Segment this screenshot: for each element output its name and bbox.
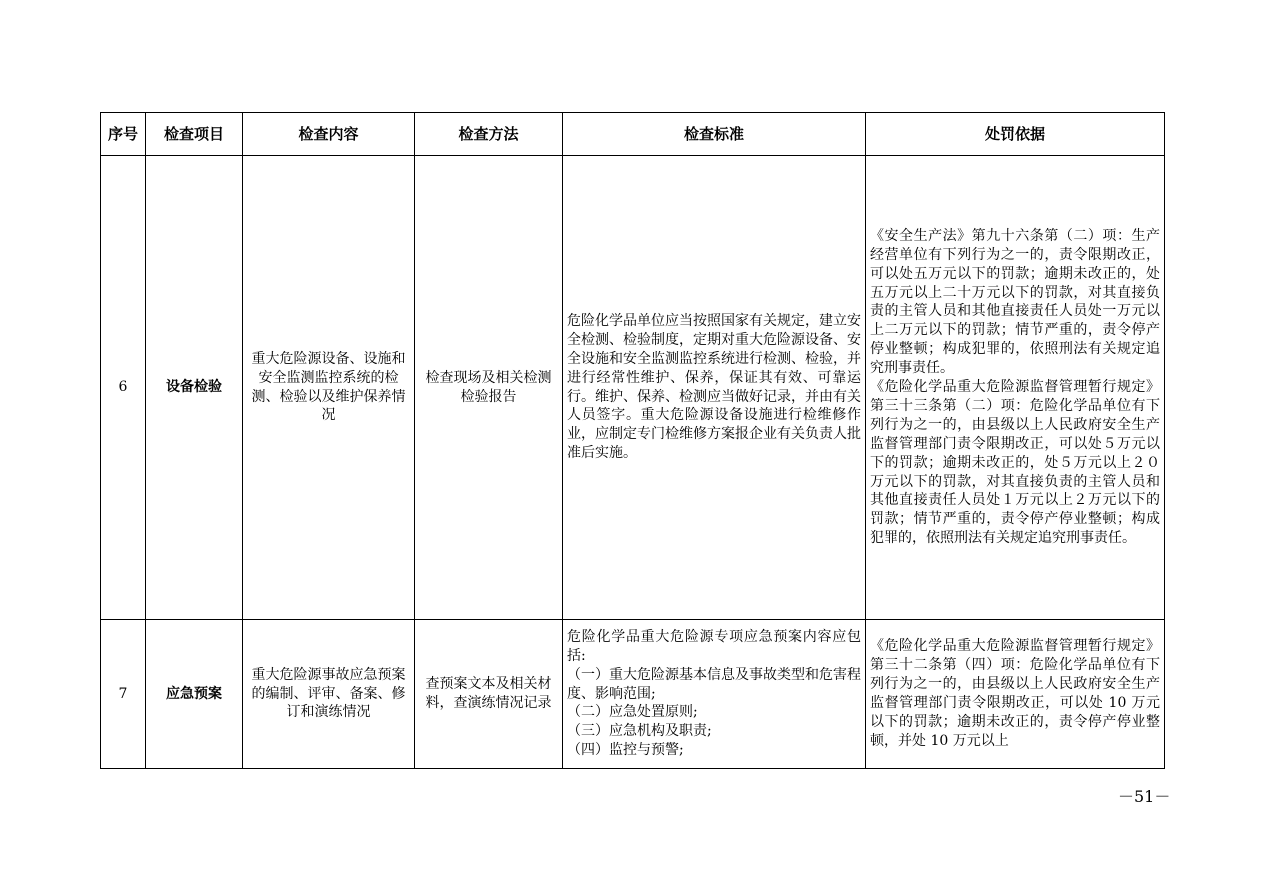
table-row bbox=[101, 620, 1165, 769]
standard-line: 危险化学品重大危险源专项应急预案内容应包括: bbox=[567, 628, 861, 664]
check-method: 查预案文本及相关材料，查演练情况记录 bbox=[415, 620, 563, 769]
penalty-basis bbox=[866, 620, 1165, 769]
penalty-basis-paragraph: 《危险化学品重大危险源监督管理暂行规定》第三十三条第（二）项：危险化学品单位有下列行为之一的，由县级以上人民政府安全生产监督管理部门责令限期改正，可以处５万元以下的罚款；逾期未改正的，处５万元以上２０万元以下的罚款，对其直接负责的主管人员和其他直接责任人员处１万元以上２万元以下的罚款；情节严重的，责令停产停业整顿；构成犯罪的，依照刑法有关规定追究刑事责任。 bbox=[870, 379, 1160, 547]
check-content: 重大危险源设备、设施和安全监测监控系统的检测、检验以及维护保养情况 bbox=[243, 156, 415, 620]
header-basis: 处罚依据 bbox=[866, 113, 1165, 156]
table-row bbox=[101, 156, 1165, 620]
check-item: 应急预案 bbox=[146, 620, 243, 769]
inspection-table bbox=[100, 112, 1165, 769]
header-item: 检查项目 bbox=[146, 113, 243, 156]
check-standard: 危险化学品单位应当按照国家有关规定，建立安全检测、检验制度，定期对重大危险源设备、安全设施和安全监测监控系统进行检测、检验，并进行经常性维护、保养，保证其有效、可靠运行。维护、保养、检测应当做好记录，并由有关人员签字。重大危险源设备设施进行检维修作业，应制定专门检维修方案报企业有关负责人批准后实施。 bbox=[563, 156, 866, 620]
check-method: 检查现场及相关检测检验报告 bbox=[415, 156, 563, 620]
penalty-basis-paragraph: 《危险化学品重大危险源监督管理暂行规定》第三十二条第（四）项：危险化学品单位有下列行为之一的，由县级以上人民政府安全生产监督管理部门责令限期改正，可以处 10 万元以下的罚款；逾期未改正的，责令停产停业整顿，并处 10 万元以上 bbox=[870, 638, 1160, 749]
standard-line: （四）监控与预警; bbox=[567, 742, 684, 759]
check-standard bbox=[563, 620, 866, 769]
standard-line: （一）重大危险源基本信息及事故类型和危害程度、影响范围; bbox=[567, 666, 861, 702]
header-content: 检查内容 bbox=[243, 113, 415, 156]
row-number: 7 bbox=[101, 620, 146, 769]
header-method: 检查方法 bbox=[415, 113, 563, 156]
standard-line: （二）应急处置原则; bbox=[567, 704, 698, 721]
page-number: －51－ bbox=[1118, 787, 1171, 806]
table-header-row bbox=[101, 113, 1165, 156]
check-item: 设备检验 bbox=[146, 156, 243, 620]
row-number: 6 bbox=[101, 156, 146, 620]
check-content: 重大危险源事故应急预案的编制、评审、备案、修订和演练情况 bbox=[243, 620, 415, 769]
header-standard: 检查标准 bbox=[563, 113, 866, 156]
header-no: 序号 bbox=[101, 113, 146, 156]
standard-line: （三）应急机构及职责; bbox=[567, 723, 712, 740]
penalty-basis bbox=[866, 156, 1165, 620]
penalty-basis-paragraph: 《安全生产法》第九十六条第（二）项：生产经营单位有下列行为之一的，责令限期改正，可以处五万元以下的罚款；逾期未改正的，处五万元以上二十万元以下的罚款，对其直接负责的主管人员和其他直接责任人员处一万元以上二万元以下的罚款；情节严重的，责令停产停业整顿；构成犯罪的，依照刑法有关规定追究刑事责任。 bbox=[870, 227, 1160, 377]
